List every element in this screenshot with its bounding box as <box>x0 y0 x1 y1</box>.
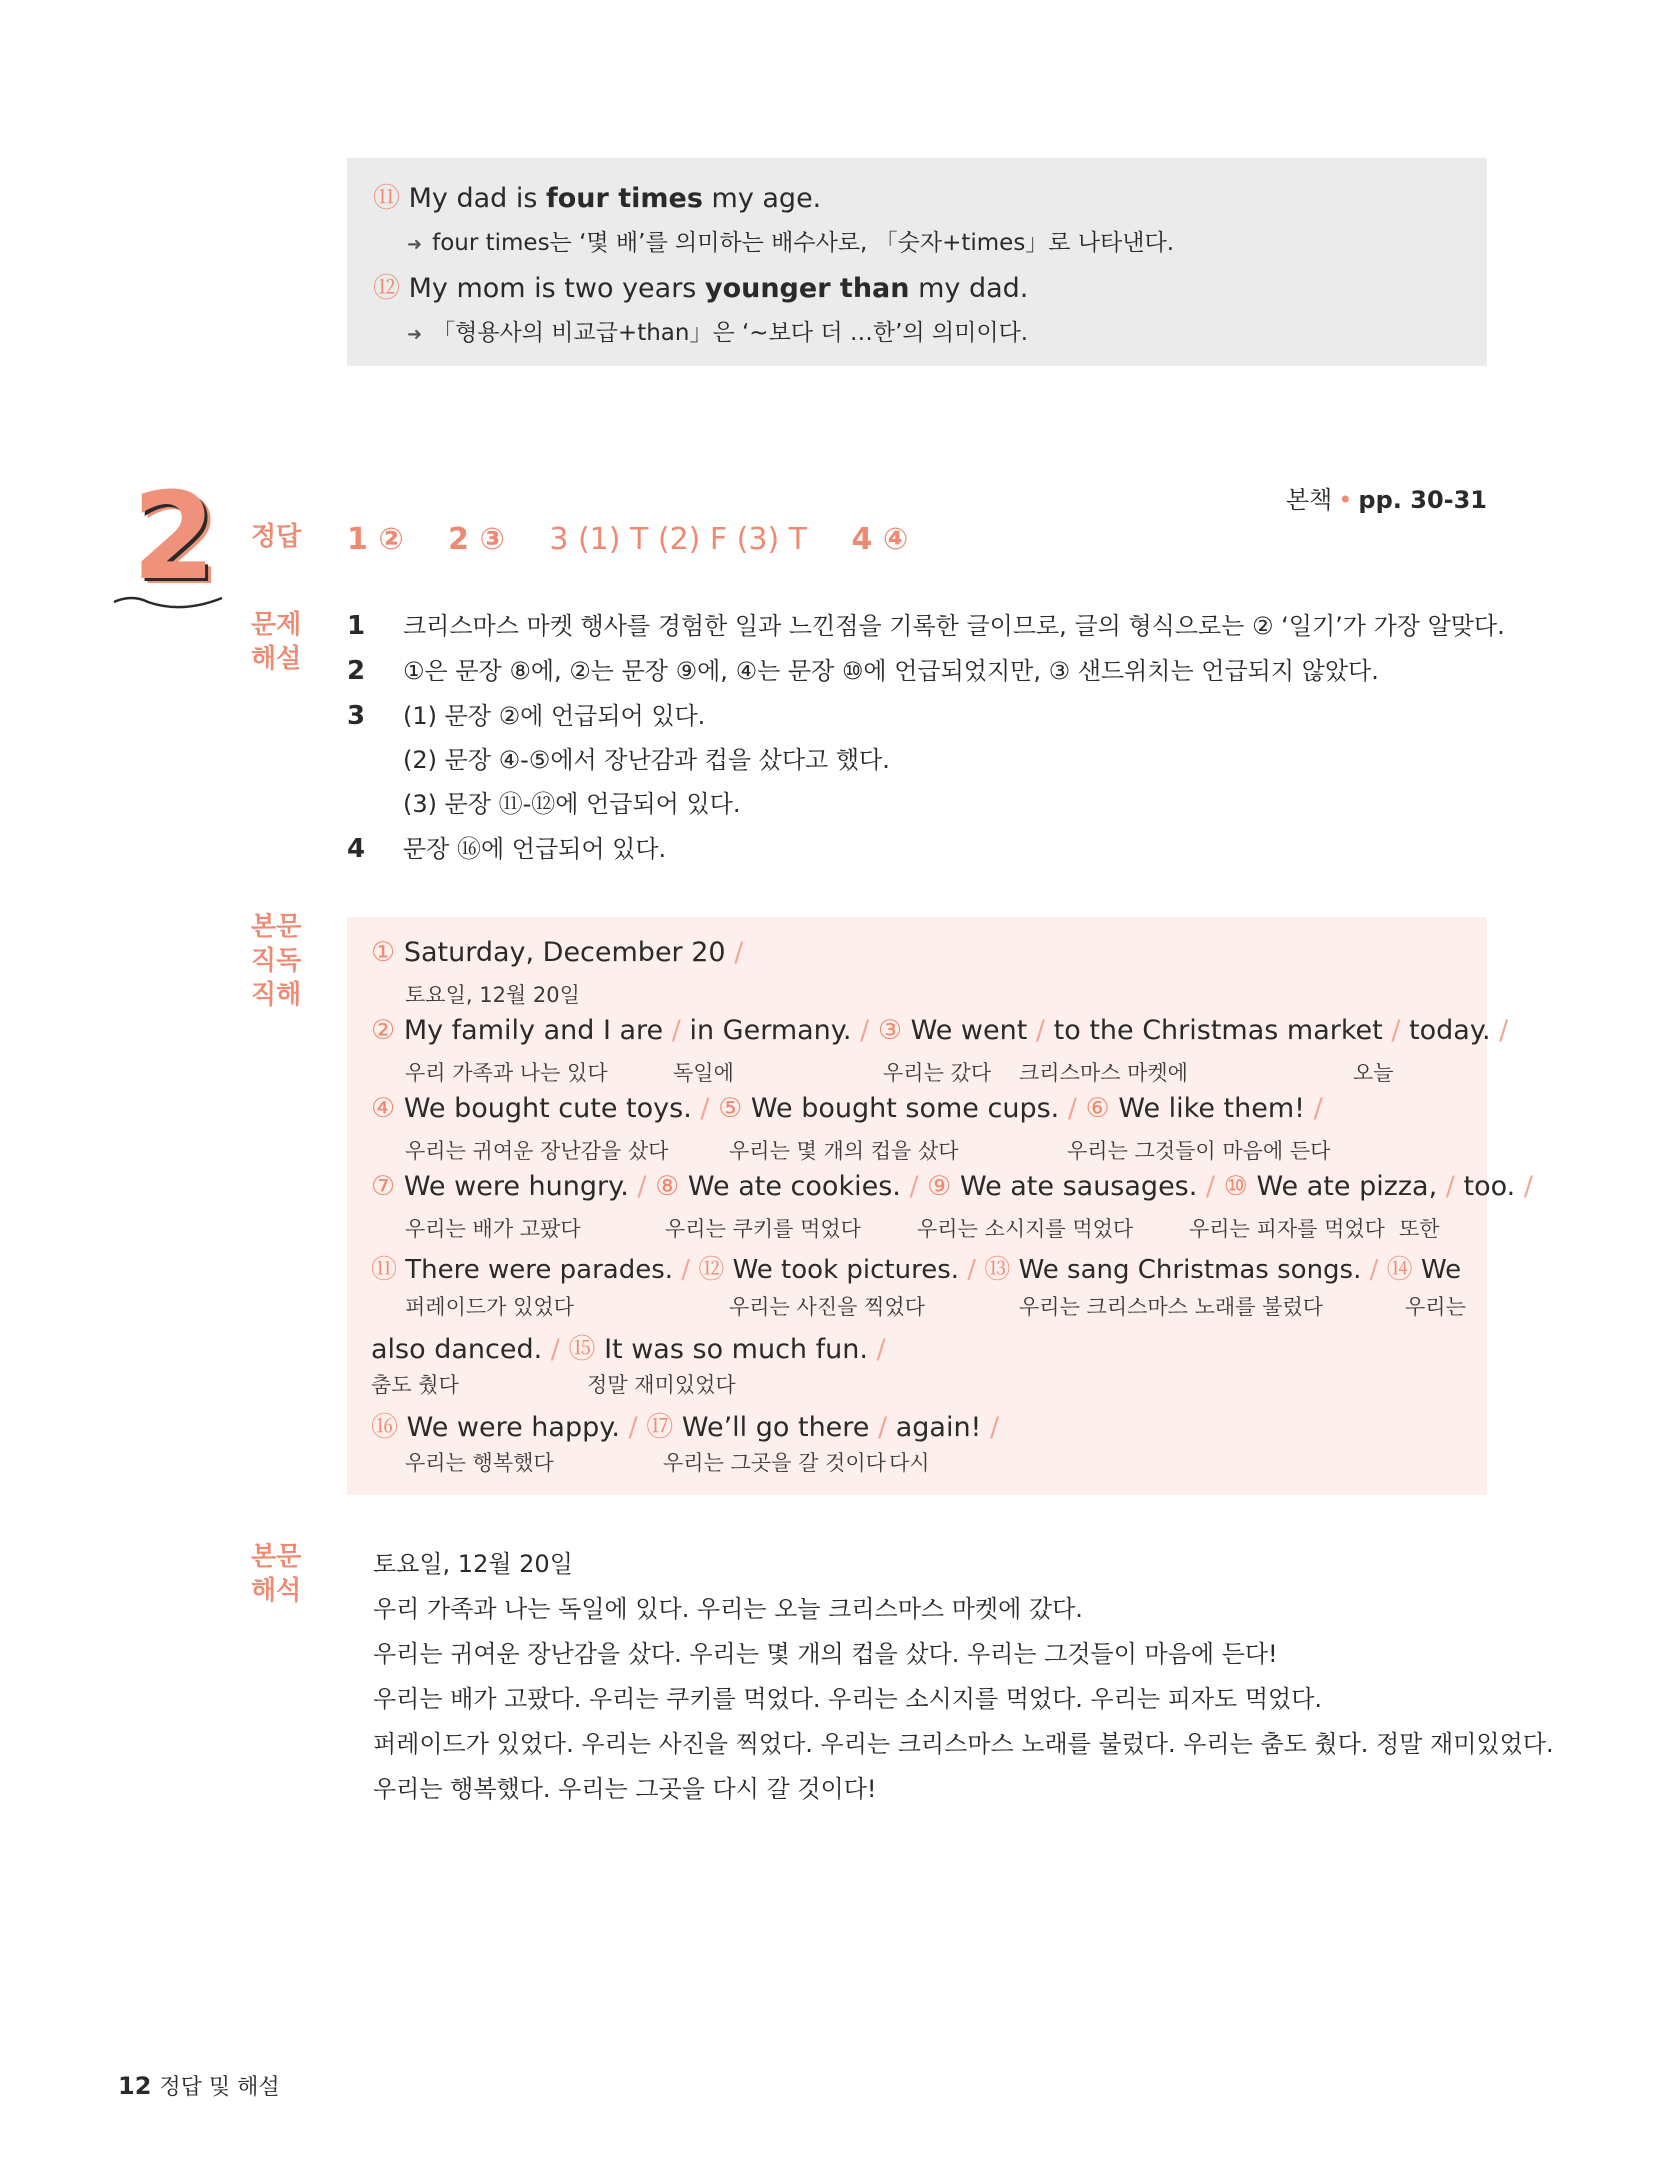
gloss: 우리는 크리스마스 노래를 불렀다 <box>1019 1295 1324 1319</box>
reading-box <box>347 917 1533 1495</box>
page-reference: 본책 • pp. 30-31 <box>1285 486 1487 514</box>
arrow-icon: ➜ <box>407 324 423 345</box>
gloss: 크리스마스 마켓에 <box>1019 1061 1188 1085</box>
gloss: 우리는 사진을 찍었다 <box>729 1295 925 1319</box>
explanation-3b: (2) 문장 ④-⑤에서 장난감과 컵을 샀다고 했다. <box>403 746 890 774</box>
reading-line-3: ④ We bought cute toys. / ⑤ We bought some cups. / ⑥ We like them! / <box>371 1093 1323 1124</box>
gloss: 우리는 몇 개의 컵을 샀다 <box>729 1139 959 1163</box>
gloss: 우리 가족과 나는 있다 <box>405 1061 608 1085</box>
gloss: 우리는 그것들이 마음에 든다 <box>1067 1139 1331 1163</box>
sentence-12: ⑫ My mom is two years younger than my dad. <box>373 273 1029 304</box>
translation-line: 우리 가족과 나는 독일에 있다. 우리는 오늘 크리스마스 마켓에 갔다. <box>373 1595 1083 1623</box>
translation-line: 우리는 배가 고팠다. 우리는 쿠키를 먹었다. 우리는 소시지를 먹었다. 우리는 피자도 먹었다. <box>373 1685 1323 1713</box>
gloss: 우리는 그곳을 갈 것이다 <box>663 1451 886 1475</box>
translation-line: 우리는 행복했다. 우리는 그곳을 다시 갈 것이다! <box>373 1775 877 1803</box>
note-11: ➜ four times는 ‘몇 배’를 의미하는 배수사로, 「숫자+times」로 나타낸다. <box>407 230 1175 256</box>
gloss: 정말 재미있었다 <box>587 1373 736 1397</box>
gloss: 우리는 <box>1405 1295 1466 1319</box>
reading-line-2: ② My family and I are / in Germany. / ③ We went / to the Christmas market / today. / <box>371 1015 1509 1046</box>
gloss: 퍼레이드가 있었다 <box>405 1295 574 1319</box>
answer-line: 1 ② 2 ③ 3 (1) T (2) F (3) T 4 ④ <box>347 522 909 557</box>
translation-line: 퍼레이드가 있었다. 우리는 사진을 찍었다. 우리는 크리스마스 노래를 불렀다. 우리는 춤도 췄다. 정말 재미있었다. <box>373 1730 1554 1758</box>
gloss: 우리는 행복했다 <box>405 1451 554 1475</box>
arrow-icon: ➜ <box>407 234 423 255</box>
label-explanation: 문제 해설 <box>251 610 302 674</box>
page-footer <box>118 2070 280 2101</box>
note-12: ➜ 「형용사의 비교급+than」은 ‘~보다 더 …한’의 의미이다. <box>407 320 1029 346</box>
reading-line-6: also danced. / ⑮ It was so much fun. / <box>371 1334 886 1365</box>
gloss: 우리는 갔다 <box>883 1061 992 1085</box>
explanation-4: 4 문장 ⑯에 언급되어 있다. <box>347 834 667 864</box>
translation-line: 우리는 귀여운 장난감을 샀다. 우리는 몇 개의 컵을 샀다. 우리는 그것들이 마음에 든다! <box>373 1640 1278 1668</box>
gloss: 또한 <box>1399 1217 1440 1241</box>
sentence-11: ⑪ My dad is four times my age. <box>373 183 822 214</box>
explanation-1: 1 크리스마스 마켓 행사를 경험한 일과 느낀점을 기록한 글이므로, 글의 형식으로는 ② ‘일기’가 가장 알맞다. <box>347 611 1505 641</box>
gloss: 우리는 배가 고팠다 <box>405 1217 581 1241</box>
section-number: 2 <box>132 478 222 608</box>
gloss: 우리는 귀여운 장난감을 샀다 <box>405 1139 669 1163</box>
label-reading: 본문 직독 직해 <box>251 912 302 1010</box>
gloss: 독일에 <box>673 1061 734 1085</box>
reading-line-1: ① Saturday, December 20 / <box>371 937 744 968</box>
explanation-3: 3 (1) 문장 ②에 언급되어 있다. <box>347 701 706 731</box>
circled-number: ⑪ <box>373 183 400 214</box>
reading-line-4: ⑦ We were hungry. / ⑧ We ate cookies. / ⑨ We ate sausages. / ⑩ We ate pizza, / too. / <box>371 1171 1533 1202</box>
explanation-3c: (3) 문장 ⑪-⑫에 언급되어 있다. <box>403 790 741 818</box>
reading-line-7: ⑯ We were happy. / ⑰ We’ll go there / again! / <box>371 1412 1000 1443</box>
circled-number: ⑫ <box>373 273 400 304</box>
label-translation: 본문 해석 <box>251 1542 302 1606</box>
gloss: 토요일, 12월 20일 <box>405 983 580 1007</box>
reading-line-5: ⑪ There were parades. / ⑫ We took pictures. / ⑬ We sang Christmas songs. / ⑭ We <box>371 1255 1462 1285</box>
explanation-2: 2 ①은 문장 ⑧에, ②는 문장 ⑨에, ④는 문장 ⑩에 언급되었지만, ③ 샌드위치는 언급되지 않았다. <box>347 656 1379 686</box>
page-number: 12 <box>118 2072 152 2100</box>
gloss: 우리는 쿠키를 먹었다 <box>665 1217 861 1241</box>
grammar-note-box <box>347 158 1487 366</box>
gloss: 오늘 <box>1353 1061 1394 1085</box>
underline-swoosh-icon <box>112 588 232 612</box>
gloss: 우리는 소시지를 먹었다 <box>917 1217 1134 1241</box>
label-answer: 정답 <box>251 522 302 552</box>
footer-title: 정답 및 해설 <box>159 2075 280 2100</box>
gloss: 춤도 췄다 <box>371 1373 459 1397</box>
gloss: 우리는 피자를 먹었다 <box>1189 1217 1385 1241</box>
gloss: 다시 <box>889 1451 930 1475</box>
translation-line: 토요일, 12월 20일 <box>373 1550 573 1578</box>
